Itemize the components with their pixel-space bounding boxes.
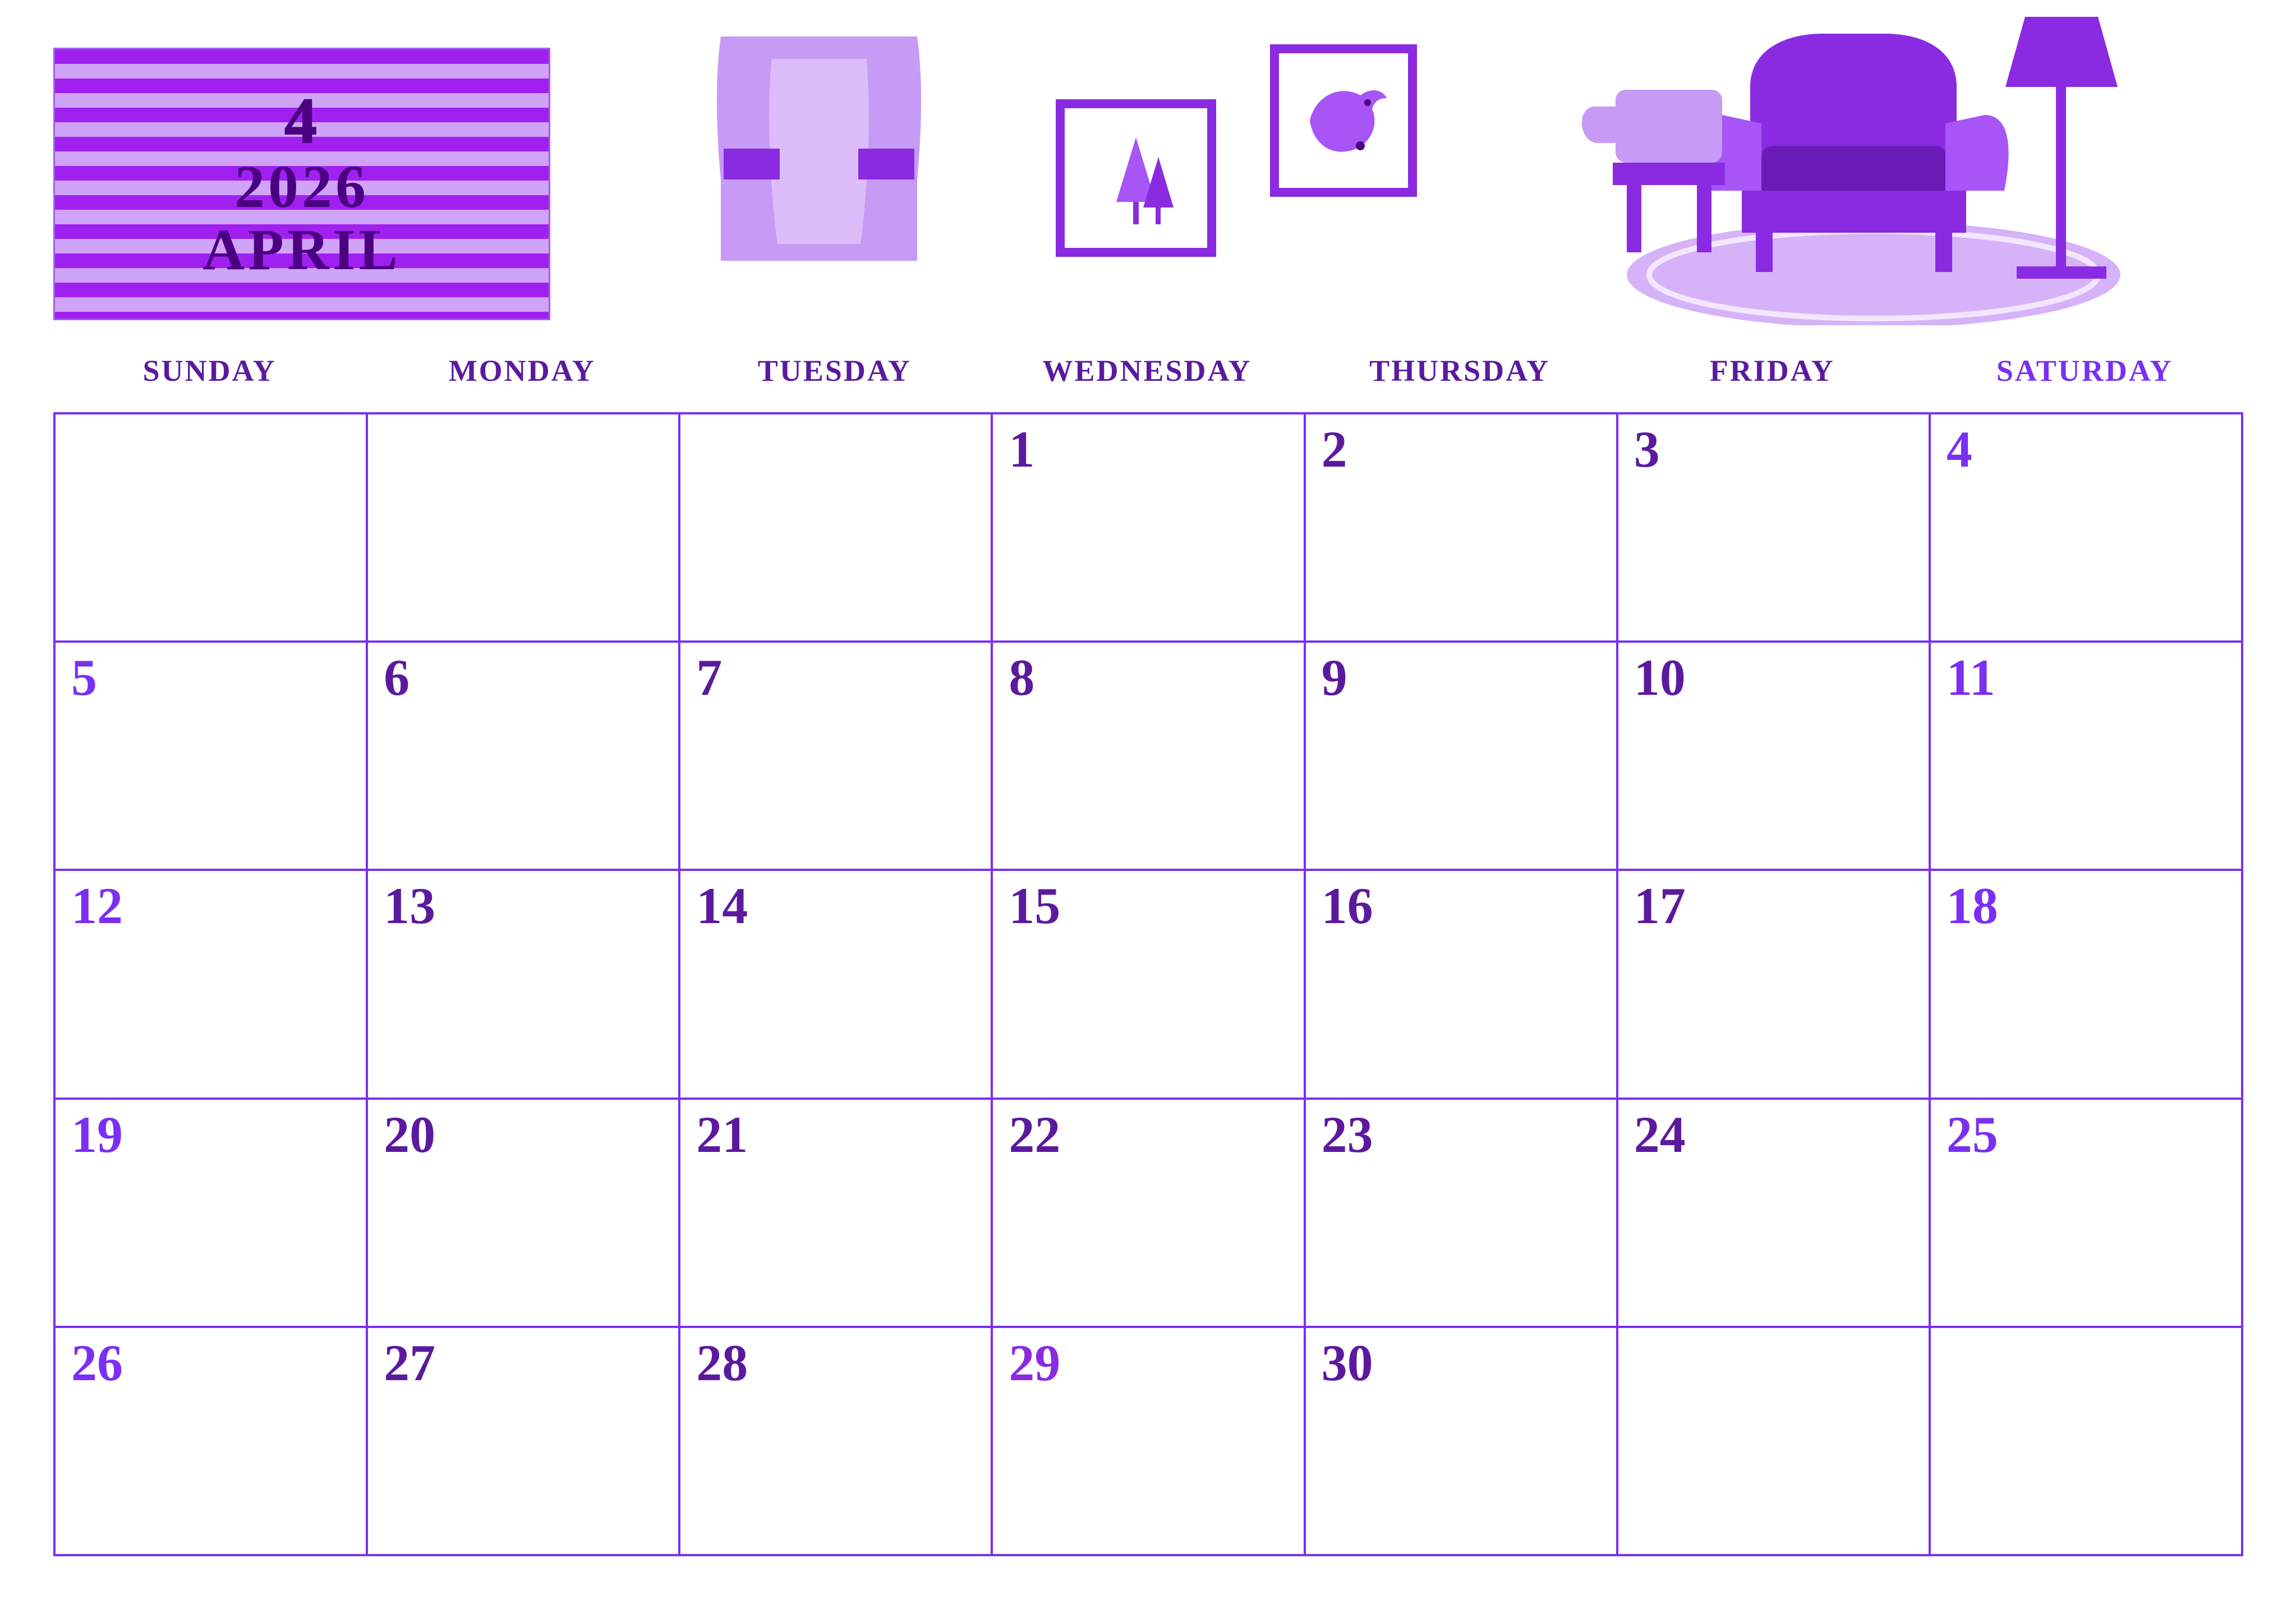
- day-cell[interactable]: [56, 871, 368, 1099]
- weekday-sunday: SUNDAY: [142, 354, 277, 388]
- day-number: 22: [1009, 1105, 1061, 1163]
- day-cell[interactable]: [993, 1100, 1305, 1328]
- day-cell[interactable]: [56, 643, 368, 871]
- day-number: 23: [1321, 1105, 1373, 1163]
- day-number: 19: [71, 1105, 123, 1163]
- day-cell[interactable]: [368, 871, 680, 1099]
- day-number: 7: [696, 649, 723, 707]
- year-label: 2026: [234, 154, 369, 220]
- framed-bird-picture-illustration: [1268, 42, 1419, 202]
- day-cell[interactable]: [56, 1100, 368, 1328]
- framed-trees-picture-illustration: [1055, 98, 1217, 258]
- day-number: 30: [1321, 1334, 1373, 1391]
- calendar-header: [0, 0, 2296, 336]
- day-number: 9: [1321, 649, 1347, 707]
- day-cell[interactable]: [680, 1100, 993, 1328]
- day-cell[interactable]: [680, 1328, 993, 1556]
- day-number: 5: [71, 649, 97, 707]
- day-cell[interactable]: [1618, 1100, 1931, 1328]
- day-cell[interactable]: [993, 1328, 1305, 1556]
- day-cell[interactable]: [1618, 414, 1931, 643]
- day-number: 13: [384, 877, 436, 935]
- day-cell[interactable]: [993, 643, 1305, 871]
- day-number: 26: [71, 1334, 123, 1391]
- day-cell[interactable]: [56, 1328, 368, 1556]
- day-number: 18: [1946, 877, 1998, 935]
- day-number: 28: [696, 1334, 748, 1391]
- day-number: 27: [384, 1334, 436, 1391]
- day-cell[interactable]: [368, 1100, 680, 1328]
- title-text-group: [55, 49, 549, 319]
- day-cell[interactable]: [680, 414, 993, 643]
- day-number: 16: [1321, 877, 1373, 935]
- day-cell[interactable]: [680, 643, 993, 871]
- day-number: 25: [1946, 1105, 1998, 1163]
- day-cell[interactable]: [1931, 643, 2243, 871]
- month-name-label: APRIL: [203, 218, 401, 282]
- day-number: 12: [71, 877, 123, 935]
- day-number: 8: [1009, 649, 1035, 707]
- day-number: 24: [1634, 1105, 1686, 1163]
- day-cell[interactable]: [1618, 871, 1931, 1099]
- day-cell[interactable]: [1306, 643, 1618, 871]
- day-cell[interactable]: [368, 414, 680, 643]
- armchair-lamp-rug-illustration: [1582, 6, 2143, 325]
- weekday-wednesday: WEDNESDAY: [1042, 354, 1252, 388]
- day-cell[interactable]: [1931, 871, 2243, 1099]
- day-cell[interactable]: [1931, 1328, 2243, 1556]
- day-number: 15: [1009, 877, 1061, 935]
- day-cell[interactable]: [1306, 871, 1618, 1099]
- day-cell[interactable]: [1618, 643, 1931, 871]
- day-number: 20: [384, 1105, 436, 1163]
- weekday-friday: FRIDAY: [1709, 354, 1835, 388]
- weekday-monday: MONDAY: [448, 354, 596, 388]
- day-cell[interactable]: [1618, 1328, 1931, 1556]
- day-number: 1: [1009, 421, 1035, 478]
- day-cell[interactable]: [368, 1328, 680, 1556]
- day-cell[interactable]: [993, 871, 1305, 1099]
- day-number: 4: [1946, 421, 1972, 478]
- weekday-header-row: [53, 353, 2241, 388]
- day-cell[interactable]: [680, 871, 993, 1099]
- day-cell[interactable]: [993, 414, 1305, 643]
- day-cell[interactable]: [1306, 1328, 1618, 1556]
- curtain-illustration: [690, 28, 948, 269]
- weekday-tuesday: TUESDAY: [757, 354, 912, 388]
- day-cell[interactable]: [1306, 1100, 1618, 1328]
- day-number: 11: [1946, 649, 1995, 707]
- day-number: 2: [1321, 421, 1347, 478]
- day-number: 17: [1634, 877, 1686, 935]
- day-cell[interactable]: [1931, 1100, 2243, 1328]
- day-cell[interactable]: [56, 414, 368, 643]
- weekday-saturday: SATURDAY: [1996, 354, 2173, 388]
- day-number: 29: [1009, 1334, 1061, 1391]
- day-number: 14: [696, 877, 748, 935]
- weekday-thursday: THURSDAY: [1369, 354, 1550, 388]
- day-cell[interactable]: [368, 643, 680, 871]
- day-number: 10: [1634, 649, 1686, 707]
- day-number: 3: [1634, 421, 1660, 478]
- month-number: 4: [284, 85, 319, 157]
- day-number: 6: [384, 649, 410, 707]
- day-cell[interactable]: [1306, 414, 1618, 643]
- day-number: 21: [696, 1105, 748, 1163]
- day-cell[interactable]: [1931, 414, 2243, 643]
- calendar-title-block: [53, 48, 550, 320]
- calendar-grid: [53, 412, 2243, 1556]
